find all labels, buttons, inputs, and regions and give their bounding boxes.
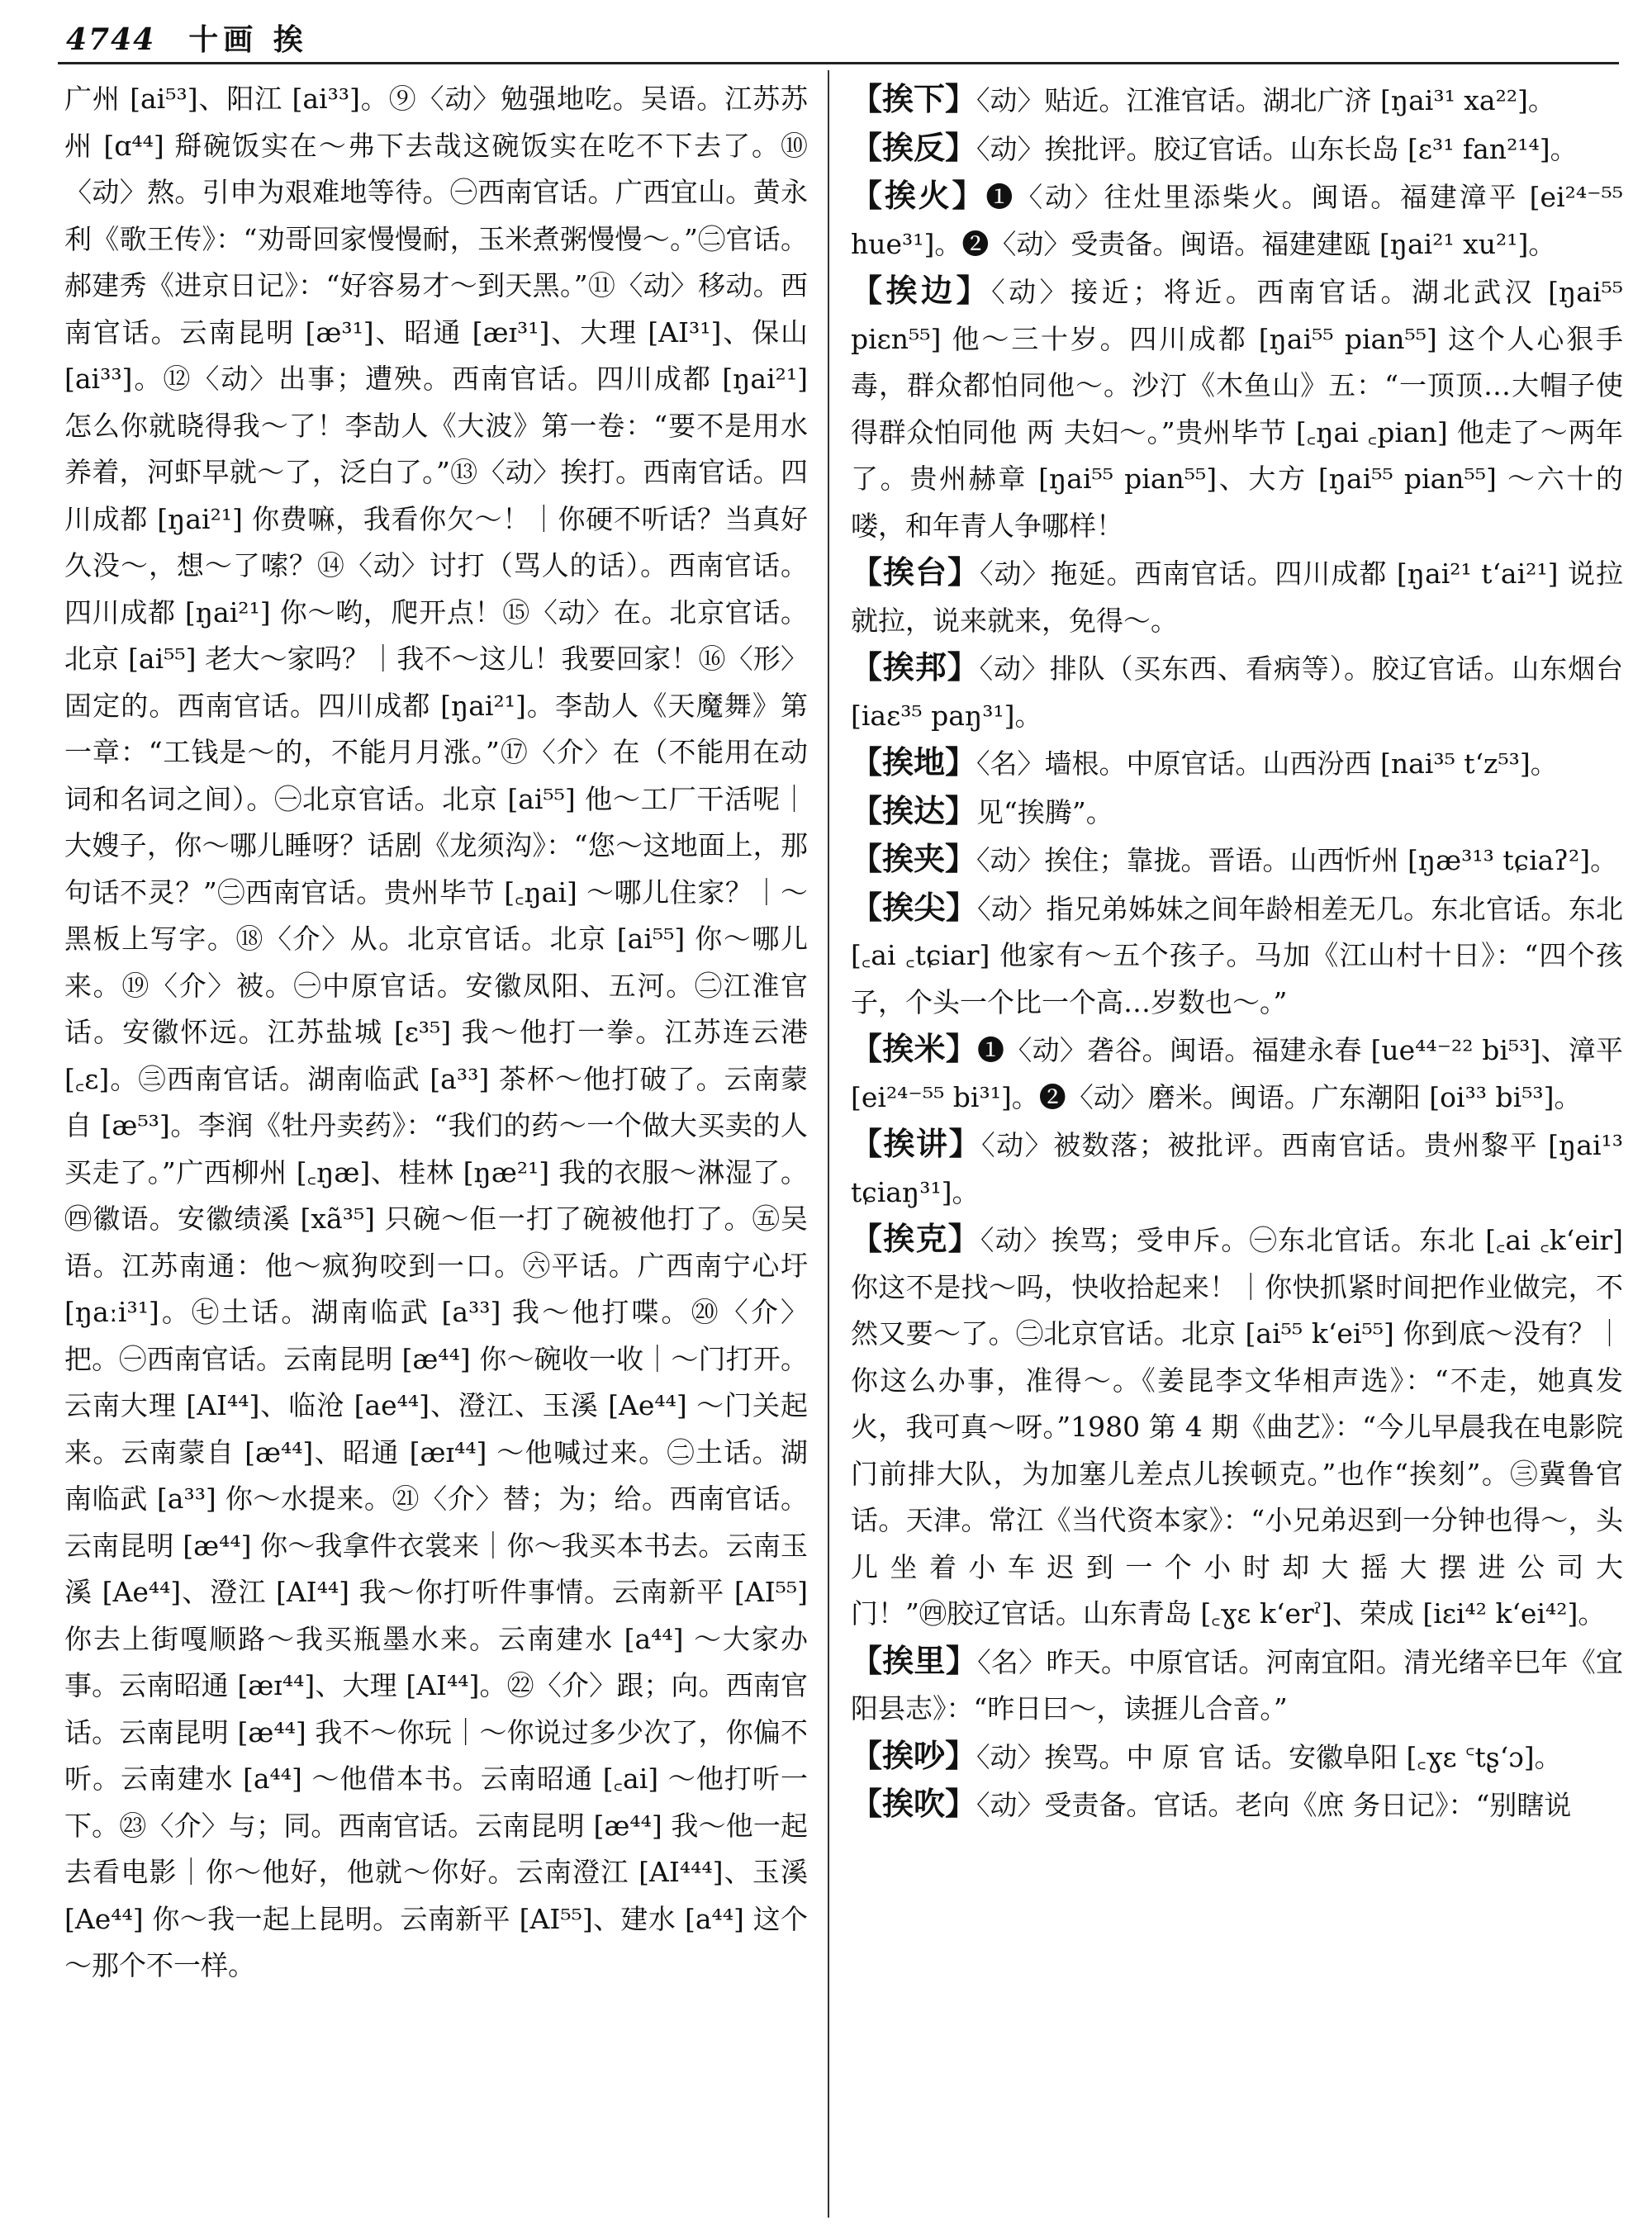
- entry-headword: 【挨夹】: [851, 840, 977, 877]
- entry-definition: 〈动〉指兄弟姊妹之间年龄相差无几。东北官话。东北 [꜀ai ꜀tɕiar] 他家有～五个孩子。马加《江山村十日》：“四个孩子，个头一个比一个高…岁数也～。”: [851, 892, 1623, 1018]
- entry-definition: 〈名〉墙根。中原官话。山西汾西 [nai³⁵ tʻz⁵³]。: [976, 747, 1558, 780]
- entry-definition: 见“挨腾”。: [976, 795, 1113, 828]
- entry-definition: 〈动〉挨批评。胶辽官话。山东长岛 [ɛ³¹ fan²¹⁴]。: [976, 132, 1578, 165]
- entry: [851, 885, 1623, 1027]
- entry-definition: 〈动〉贴近。江淮官话。湖北广济 [ŋai³¹ xa²²]。: [976, 84, 1555, 116]
- entry-definition: 〈动〉被数落；被批评。西南官话。贵州黎平 [ŋai¹³ tɕiaŋ³¹]。: [851, 1129, 1623, 1208]
- entry: [851, 1638, 1623, 1733]
- page-header: [66, 17, 308, 58]
- entry-headword: 【挨台】: [851, 553, 980, 591]
- entry-definition: 〈动〉挨骂；受申斥。㊀东北官话。东北 [꜀ai ꜀kʻeir] 你这不是找～吗，快收拾起来！｜你快抓紧时间把作业做完，不然又要～了。㊁北京官话。北京 [ai⁵⁵ kʻei⁵⁵] 你到底～没有？｜你这么办事，准得～。《姜昆李文华相声选》：“不走，她真发火，我可真～呀。”1980 第 4 期《曲艺》：“今儿早晨我在电影院门前排大队，为加塞儿差点儿挨顿克。”也作“挨刻”。㊂冀鲁官话。天津。常江《当代资本家》：“小兄弟迟到一分钟也得～，头 儿 坐 着 小 车 迟 到 一 个 小 时 却 大 摇 大 摆 进 公 司 大 门！”㊃胶辽官话。山东青岛 [꜀ɣɛ kʻerˀ]、荣成 [iɛi⁴² kʻei⁴²]。: [851, 1224, 1623, 1630]
- entry-headword: 【挨吹】: [851, 1785, 977, 1822]
- entry-definition: 〈名〉昨天。中原官话。河南宜阳。清光绪辛巳年《宜阳县志》：“昨日曰～，读捱儿合音。”: [851, 1645, 1623, 1725]
- header-rule: [58, 62, 1619, 64]
- entry-headword: 【挨尖】: [851, 888, 978, 926]
- entry-definition: ❶〈动〉往灶里添柴火。闽语。福建漳平 [ei²⁴⁻⁵⁵ hue³¹]。❷〈动〉受责备。闽语。福建建瓯 [ŋai²¹ xu²¹]。: [851, 181, 1623, 260]
- entry: [851, 549, 1623, 644]
- entry-definition: 〈动〉挨骂。中 原 官 话。安徽阜阳 [꜀ɣɛ ꜂tʂʻɔ]。: [976, 1740, 1562, 1773]
- entry-headword: 【挨讲】: [851, 1125, 982, 1162]
- entry-definition: 〈动〉排队（买东西、看病等）。胶辽官话。山东烟台 [iaɛ³⁵ paŋ³¹]。: [851, 652, 1623, 732]
- entry: [851, 1781, 1623, 1829]
- entry-headword: 【挨火】: [851, 177, 986, 214]
- entry-headword: 【挨米】: [851, 1030, 978, 1067]
- entry: [851, 268, 1623, 549]
- right-column: [851, 76, 1623, 1829]
- entry: [851, 1216, 1623, 1638]
- page-number: 4744: [66, 22, 156, 57]
- entry: [851, 836, 1623, 885]
- entry-definition: 〈动〉接近；将近。西南官话。湖北武汉 [ŋai⁵⁵ piɛn⁵⁵] 他～三十岁。四川成都 [ŋai⁵⁵ pian⁵⁵] 这个人心狠手毒，群众都怕同他～。沙汀《木鱼山》五：“一顶顶…大帽子使得群众怕同他 两 夫妇～。”贵州毕节 [꜀ŋai ꜀pian] 他走了～两年了。贵州赫章 [ŋai⁵⁵ pian⁵⁵]、大方 [ŋai⁵⁵ pian⁵⁵] ～六十的喽，和年青人争哪样！: [851, 276, 1623, 542]
- left-column-text: 广州 [ai⁵³]、阳江 [ai³³]。⑨〈动〉勉强地吃。吴语。江苏苏州 [ɑ⁴⁴] 搿碗饭实在～弗下去哉这碗饭实在吃不下去了。⑩〈动〉熬。引申为艰难地等待。㊀西南官话。广西宜山。黄永利《歌王传》：“劝哥回家慢慢耐，玉米煮粥慢慢～。”㊁官话。郝建秀《进京日记》：“好容易才～到天黑。”⑪〈动〉移动。西南官话。云南昆明 [æ³¹]、昭通 [æɪ³¹]、大理 [AI³¹]、保山 [ai³³]。⑫〈动〉出事；遭殃。西南官话。四川成都 [ŋai²¹] 怎么你就晓得我～了！李劼人《大波》第一卷：“要不是用水养着，河虾早就～了，泛白了。”⑬〈动〉挨打。西南官话。四川成都 [ŋai²¹] 你费嘛，我看你欠～！｜你硬不听话？当真好久没～，想～了嗦？⑭〈动〉讨打（骂人的话）。西南官话。四川成都 [ŋai²¹] 你～哟，爬开点！⑮〈动〉在。北京官话。北京 [ai⁵⁵] 老大～家吗？｜我不～这儿！我要回家！⑯〈形〉固定的。西南官话。四川成都 [ŋai²¹]。李劼人《天魔舞》第一章：“工钱是～的，不能月月涨。”⑰〈介〉在（不能用在动词和名词之间）。㊀北京官话。北京 [ai⁵⁵] 他～工厂干活呢｜大嫂子，你～哪儿睡呀？话剧《龙须沟》：“您～这地面上，那句话不灵？”㊁西南官话。贵州毕节 [꜀ŋai] ～哪儿住家？｜～黑板上写字。⑱〈介〉从。北京官话。北京 [ai⁵⁵] 你～哪儿来。⑲〈介〉被。㊀中原官话。安徽凤阳、五河。㊁江淮官话。安徽怀远。江苏盐城 [ɛ³⁵] 我～他打一拳。江苏连云港 [꜀ɛ]。㊂西南官话。湖南临武 [a³³] 茶杯～他打破了。云南蒙自 [æ⁵³]。李润《牡丹卖药》：“我们的药～一个做大买卖的人买走了。”广西柳州 [꜀ŋæ]、桂林 [ŋæ²¹] 我的衣服～淋湿了。㊃徽语。安徽绩溪 [xã³⁵] 只碗～佢一打了碗被他打了。㊄吴语。江苏南通：他～疯狗咬到一口。㊅平话。广西南宁心圩 [ŋaːi³¹]。㊆土话。湖南临武 [a³³] 我～他打喋。⑳〈介〉把。㊀西南官话。云南昆明 [æ⁴⁴] 你～碗收一收｜～门打开。云南大理 [AI⁴⁴]、临沧 [ae⁴⁴]、澄江、玉溪 [Ae⁴⁴] ～门关起来。云南蒙自 [æ⁴⁴]、昭通 [æɪ⁴⁴] ～他喊过来。㊁土话。湖南临武 [a³³] 你～水提来。㉑〈介〉替；为；给。西南官话。云南昆明 [æ⁴⁴] 你～我拿件衣裳来｜你～我买本书去。云南玉溪 [Ae⁴⁴]、澄江 [AI⁴⁴] 我～你打听件事情。云南新平 [AI⁵⁵] 你去上街嘎顺路～我买瓶墨水来。云南建水 [a⁴⁴] ～大家办事。云南昭通 [æɪ⁴⁴]、大理 [AI⁴⁴]。㉒〈介〉跟；向。西南官话。云南昆明 [æ⁴⁴] 我不～你玩｜～你说过多少次了，你偏不听。云南建水 [a⁴⁴] ～他借本书。云南昭通 [꜀ai] ～他打听一下。㉓〈介〉与；同。西南官话。云南昆明 [æ⁴⁴] 我～他一起去看电影｜你～他好，他就～你好。云南澄江 [AI⁴⁴⁴]、玉溪 [Ae⁴⁴] 你～我一起上昆明。云南新平 [AI⁵⁵]、建水 [a⁴⁴] 这个～那个不一样。: [64, 83, 808, 1981]
- entry-definition: ❶〈动〉砻谷。闽语。福建永春 [ue⁴⁴⁻²² bi⁵³]、漳平 [ei²⁴⁻⁵⁵ bi³¹]。❷〈动〉磨米。闽语。广东潮阳 [oi³³ bi⁵³]。: [851, 1034, 1623, 1113]
- entry: [851, 1026, 1623, 1121]
- entry-headword: 【挨边】: [851, 272, 992, 309]
- column-divider: [828, 70, 829, 2218]
- entry: [851, 739, 1623, 788]
- entry: [851, 1121, 1623, 1216]
- entry-definition: 〈动〉挨住；靠拢。晋语。山西忻州 [ŋæ³¹³ tɕiaʔ²]。: [976, 844, 1618, 876]
- entry: [851, 173, 1623, 268]
- entry-headword: 【挨里】: [851, 1641, 978, 1679]
- entry-headword: 【挨吵】: [851, 1736, 977, 1774]
- entry-headword: 【挨反】: [851, 128, 977, 166]
- entry-headword: 【挨下】: [851, 80, 977, 117]
- entry: [851, 788, 1623, 837]
- entry-definition: 〈动〉受责备。官话。老向《庶 务日记》：“别瞎说: [976, 1789, 1572, 1821]
- entry: [851, 1733, 1623, 1782]
- section-title: 十画 挨: [188, 22, 308, 57]
- entry-headword: 【挨地】: [851, 743, 977, 780]
- left-column: [64, 76, 808, 1990]
- entry-headword: 【挨邦】: [851, 648, 980, 686]
- entry-headword: 【挨克】: [851, 1220, 980, 1257]
- entry: [851, 644, 1623, 739]
- entry-definition: 〈动〉拖延。西南官话。四川成都 [ŋai²¹ tʻai²¹] 说拉就拉，说来就来，免得～。: [851, 558, 1623, 637]
- entry: [851, 125, 1623, 173]
- entry-headword: 【挨达】: [851, 791, 977, 829]
- entry: [851, 76, 1623, 125]
